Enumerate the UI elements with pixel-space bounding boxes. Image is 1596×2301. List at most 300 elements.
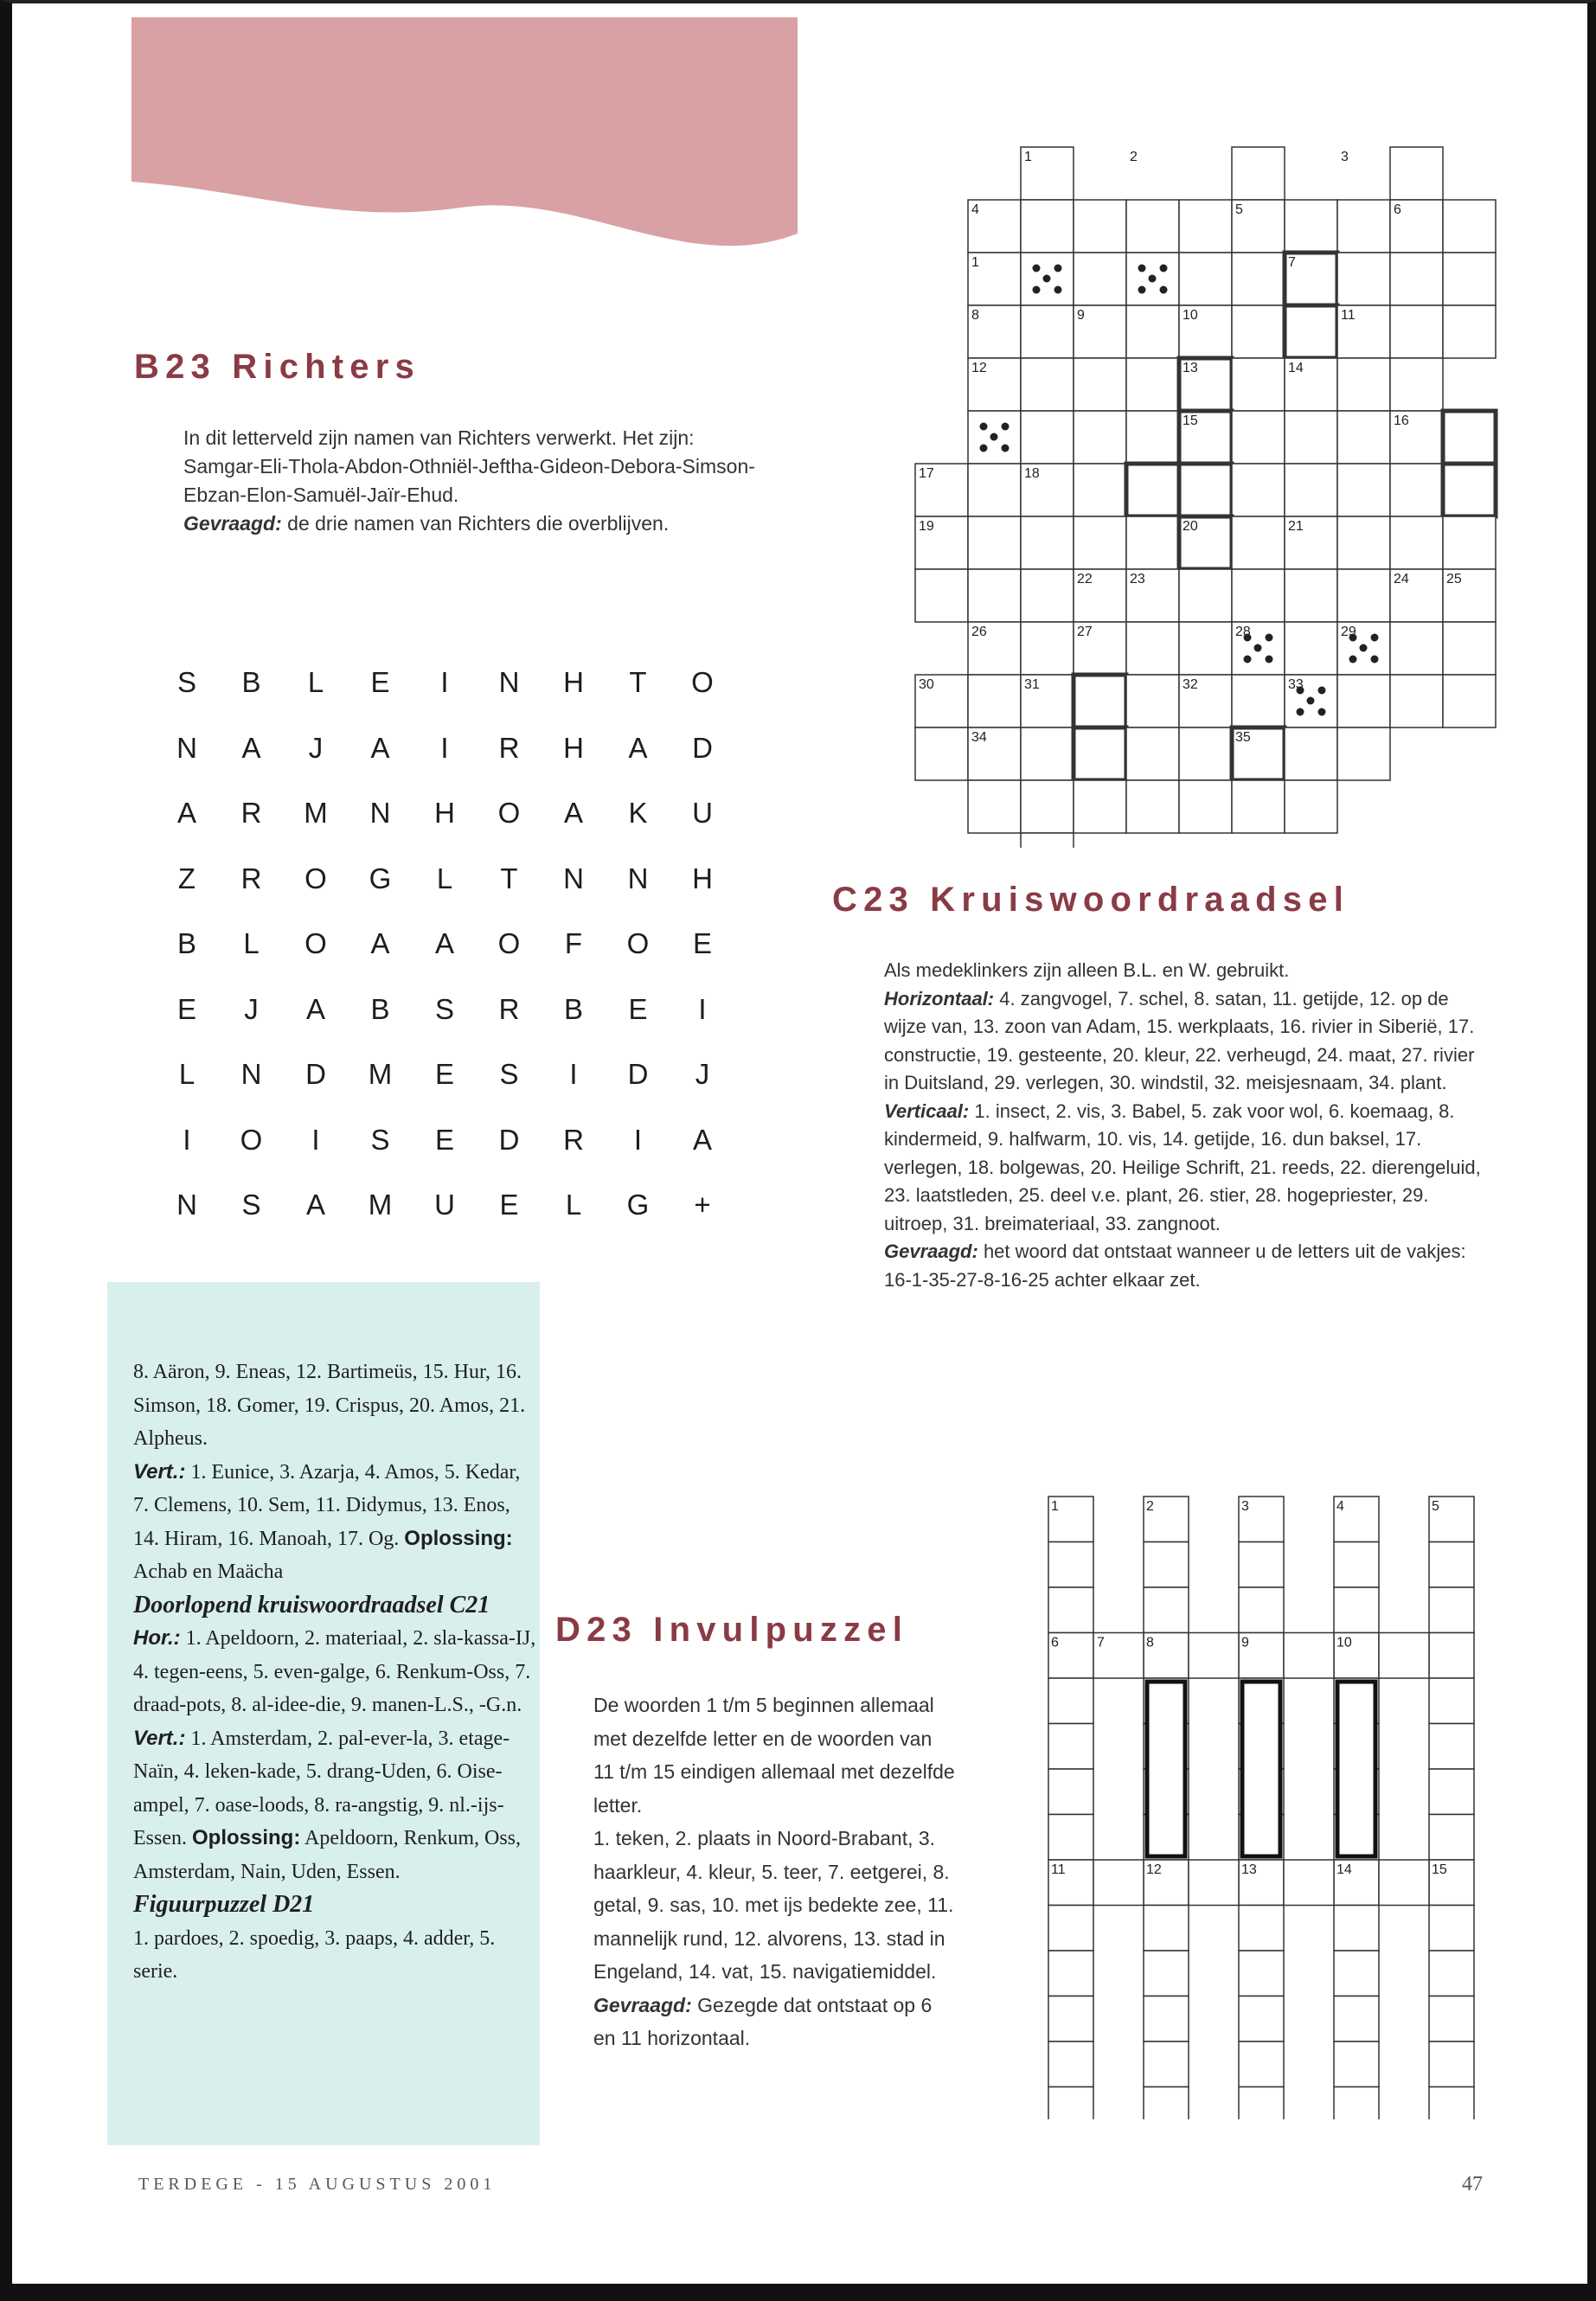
puzzle-cell [1048,1906,1093,1952]
crossword-cell [1390,147,1443,200]
grid-letter: M [368,1058,393,1090]
grid-letter: I [569,1058,578,1090]
c23-horizontaal-label: Horizontaal: [884,987,995,1009]
grid-letter: A [305,992,325,1025]
answers-sub2: Figuurpuzzel D21 [133,1891,315,1918]
answers-vert2 [133,1722,540,1889]
puzzle-cell [1429,1906,1474,1952]
dot-mark [1054,286,1062,294]
crossword-cell [1021,622,1074,675]
dot-mark [1002,423,1010,431]
puzzle-cell [1144,1906,1189,1952]
dot-mark [1254,644,1262,652]
b23-names: Samgar-Eli-Thola-Abdon-Othniël-Jeftha-Gideon-Debora-Simson-Ebzan-Elon-Samuël-Jaïr-Ehud. [183,455,755,506]
c23-gevraagd-label: Gevraagd: [884,1240,978,1262]
dot-mark [1002,445,1010,452]
crossword-cell [1179,464,1232,516]
puzzle-cell [1429,1997,1474,2042]
cell-number: 14 [1336,1862,1352,1877]
puzzle-cell [1239,1587,1284,1633]
puzzle-cell [1429,1587,1474,1633]
c23-horizontaal [884,985,1490,1098]
cell-number: 21 [1288,519,1304,534]
cell-number: 11 [1051,1862,1066,1877]
puzzle-cell [1048,1997,1093,2042]
grid-letter: S [499,1058,519,1090]
crossword-cell [1443,411,1496,464]
cell-number: 11 [1341,308,1356,323]
dot-mark [1297,708,1304,716]
grid-letter: O [304,927,327,959]
grid-letter: R [498,992,520,1025]
crossword-cell [1074,780,1126,833]
puzzle-cell [1048,1678,1093,1724]
crossword-cell [1390,622,1443,675]
crossword-cell [1390,253,1443,305]
puzzle-cell [1144,1587,1189,1633]
dot-mark [1160,286,1168,294]
grid-letter: A [692,1123,712,1156]
crossword-cell [1179,622,1232,675]
b23-intro [183,424,772,538]
crossword-cell [1126,305,1179,358]
puzzle-cell [1429,2087,1474,2120]
grid-letter: U [692,797,713,829]
cell-number: 32 [1183,677,1198,692]
dot-mark [1371,656,1379,663]
crossword-cell [1126,516,1179,569]
dot-mark [1160,265,1168,272]
crossword-cell [1232,464,1285,516]
puzzle-cell [1334,1587,1379,1633]
answers-p1: 8. Aäron, 9. Eneas, 12. Bartimeüs, 15. Hur, 16. Simson, 18. Gomer, 19. Crispus, 20. Amos, 21. Alpheus. [133,1361,526,1450]
d23-gevraagd [593,1989,957,2055]
crossword-cell [1285,305,1337,358]
c23-gevraagd-text: het woord dat ontstaat wanneer u de letters uit de vakjes: 16-1-35-27-8-16-25 achter elkaar zet. [884,1240,1466,1291]
grid-letter: O [240,1123,263,1156]
grid-letter: L [243,927,260,959]
b23-intro-line: In dit letterveld zijn namen van Richters verwerkt. Het zijn: [183,426,695,449]
crossword-cell [1074,358,1126,411]
crossword-cell [1126,464,1179,516]
puzzle-cell [1144,1542,1189,1588]
grid-letter: R [240,797,262,829]
crossword-cell [1179,569,1232,622]
answers-oplossing-text: Achab en Maächa [133,1561,284,1583]
dot-mark [1349,656,1357,663]
grid-letter: G [626,1189,650,1221]
grid-letter: L [178,1058,195,1090]
puzzle-cell [1239,1906,1284,1952]
crossword-cell [1021,516,1074,569]
puzzle-cell [1048,1815,1093,1861]
answers-vert [133,1456,540,1589]
grid-letter: Z [177,862,196,894]
footer-left: TERDEGE - 15 AUGUSTUS 2001 [138,2175,497,2194]
answers-vert2-text: 1. Amsterdam, 2. pal-ever-la, 3. etage-Naïn, 4. leken-kade, 5. drang-Uden, 6. Oise-ampel, 7. oase-loods, 8. ra-angstig, 9. nl.-ijs-Essen. [133,1727,510,1849]
c23-verticaal-text: 1. insect, 2. vis, 3. Babel, 5. zak voor wol, 6. koemaag, 8. kindermeid, 9. halfwarm, 10. vis, 14. getijde, 16. dun baksel, 17. verlegen, 18. bolgewas, 20. Heilige Schrift, 21. reeds, 22. dierengeluid, 23. laatstleden, 25. deel v.e. plant, 26. stier, 28. hogepriester, 29. uitroep, 31. breimateriaal, 33. zangnoot. [884,1099,1481,1234]
crossword-cell [968,569,1021,622]
crossword-cell [1337,569,1390,622]
grid-letter: U [434,1189,455,1221]
cell-number: 7 [1288,255,1296,270]
grid-letter: D [498,1123,520,1156]
d23-clues: 1. teken, 2. plaats in Noord-Brabant, 3. haarkleur, 4. kleur, 5. teer, 7. eetgerei, 8. getal, 9. sas, 10. met ijs bedekte zee, 11. mannelijk rund, 12. alvorens, 13. stad in Engeland, 14. vat, 15. navigatiemiddel. [593,1827,954,1983]
crossword-cell [1285,622,1337,675]
crossword-cell [1443,253,1496,305]
cell-number: 8 [971,308,979,323]
crossword-cell [1021,833,1074,848]
crossword-cell [1232,358,1285,411]
puzzle-cell [1334,1997,1379,2042]
b23-title: B23 Richters [134,348,420,386]
grid-letter: T [629,666,647,698]
grid-letter: B [241,666,261,698]
d23-intro: De woorden 1 t/m 5 beginnen allemaal met dezelfde letter en de woorden van 11 t/m 15 eindigen allemaal met dezelfde letter. [593,1694,955,1817]
grid-letter: E [370,666,390,698]
cell-number: 10 [1183,308,1198,323]
cell-number: 8 [1146,1635,1154,1650]
puzzle-cell [1429,1951,1474,1997]
dot-mark [1318,708,1326,716]
dot-mark [980,423,988,431]
c23-verticaal [884,1098,1490,1239]
grid-letter: R [498,731,520,764]
grid-letter: N [369,797,391,829]
grid-letter: N [240,1058,262,1090]
crossword-cell [1021,200,1074,253]
answers-fig: 1. pardoes, 2. spoedig, 3. paaps, 4. adder, 5. serie. [133,1926,496,1983]
cell-number: 13 [1183,361,1198,375]
b23-gevraagd-text: de drie namen van Richters die overblijven. [281,512,670,535]
dot-mark [1318,687,1326,695]
grid-letter: O [304,862,327,894]
puzzle-cell [1144,2087,1189,2120]
crossword-cell [1337,411,1390,464]
cell-number: 34 [971,730,987,745]
b23-gevraagd-label: Gevraagd: [183,512,282,535]
puzzle-cell [1334,1951,1379,1997]
crossword-cell [1285,464,1337,516]
grid-letter: I [311,1123,320,1156]
puzzle-cell [1429,1678,1474,1724]
puzzle-cell [1429,2041,1474,2087]
crossword-cell [968,464,1021,516]
dot-mark [1033,265,1041,272]
grid-letter: D [692,731,713,764]
puzzle-cell [1048,2041,1093,2087]
crossword-cell [1337,675,1390,727]
answers-oplossing-label: Oplossing: [404,1526,513,1550]
crossword-cell [1390,305,1443,358]
c23-grid [908,138,1505,848]
cell-number: 6 [1394,202,1401,217]
cell-number: 12 [1146,1862,1162,1877]
grid-letter: + [694,1189,711,1221]
answers-text [133,1356,540,1989]
crossword-cell [915,727,968,780]
dot-mark [1244,656,1252,663]
crossword-cell [1179,200,1232,253]
dot-mark [1371,634,1379,642]
grid-letter: L [565,1189,582,1221]
d23-gevraagd-label: Gevraagd: [593,1993,692,2016]
cell-number: 15 [1432,1862,1447,1877]
grid-letter: A [628,731,648,764]
answers-vert-label: Vert.: [133,1459,186,1484]
answers-panel [107,1282,540,2145]
crossword-cell [1337,516,1390,569]
crossword-cell [1179,780,1232,833]
crossword-cell [1074,727,1126,780]
dot-mark [1054,265,1062,272]
grid-letter: O [626,927,650,959]
crossword-cell [1232,147,1285,200]
crossword-cell [1126,780,1179,833]
dot-mark [1138,286,1146,294]
grid-letter: S [434,992,454,1025]
d23-text [593,1689,957,2055]
grid-letter: R [240,862,262,894]
grid-letter: E [434,1123,454,1156]
black-bar [1242,1682,1280,1856]
crossword-cell [1232,675,1285,727]
crossword-cell [1390,358,1443,411]
grid-letter: A [370,927,390,959]
puzzle-cell [1048,1724,1093,1770]
c23-horizontaal-text: 4. zangvogel, 7. schel, 8. satan, 11. getijde, 12. op de wijze van, 13. zoon van Adam, 15. werkplaats, 16. rivier in Siberië, 17. constructie, 19. gesteente, 20. kleur, 22. verheugd, 24. maat, 27. rivier in Duitsland, 29. verlegen, 30. windstil, 32. meisjesnaam, 34. plant. [884,987,1475,1093]
crossword-cell [1074,411,1126,464]
puzzle-cell [1429,1815,1474,1861]
answers-vert2-label: Vert.: [133,1726,186,1750]
grid-letter: B [370,992,390,1025]
cell-number: 31 [1024,677,1040,692]
grid-letter: E [176,992,196,1025]
crossword-cell [1443,200,1496,253]
puzzle-cell [1048,1542,1093,1588]
cell-number: 26 [971,625,987,639]
crossword-cell [1021,727,1074,780]
dot-mark [980,445,988,452]
grid-letter: B [563,992,583,1025]
d23-gevraagd-text: Gezegde dat ontstaat op 6 en 11 horizontaal. [593,1993,933,2049]
cell-number: 19 [919,519,934,534]
puzzle-cell [1189,1860,1239,1906]
cell-number: 3 [1241,1499,1249,1514]
crossword-cell [1285,727,1337,780]
answers-hor-label: Hor.: [133,1626,181,1650]
grid-letter: E [692,927,712,959]
grid-letter: N [176,731,197,764]
puzzle-cell [1189,1633,1239,1679]
grid-letter: J [695,1058,710,1090]
crossword-cell [1443,516,1496,569]
puzzle-cell [1144,1997,1189,2042]
crossword-cell [1126,200,1179,253]
grid-letter: D [305,1058,326,1090]
answers-oplossing2-text: Apeldoorn, Renkum, Oss, Amsterdam, Nain, Uden, Essen. [133,1827,522,1883]
grid-letter: M [368,1189,393,1221]
cell-number: 16 [1394,413,1409,428]
grid-letter: G [369,862,392,894]
puzzle-cell [1429,1633,1474,1679]
puzzle-cell [1334,2041,1379,2087]
cell-number: 12 [971,361,987,375]
puzzle-cell [1144,2041,1189,2087]
grid-letter: M [304,797,328,829]
grid-letter: S [241,1189,261,1221]
cell-number: 24 [1394,572,1409,586]
grid-letter: A [305,1189,325,1221]
grid-letter: D [627,1058,649,1090]
puzzle-cell [1239,1542,1284,1588]
grid-letter: J [308,731,324,764]
crossword-cell [915,569,968,622]
crossword-cell [1443,675,1496,727]
puzzle-cell [1379,1860,1429,1906]
dot-mark [1043,275,1051,283]
cell-number: 28 [1235,625,1251,639]
crossword-cell [1126,411,1179,464]
cell-number: 4 [971,202,979,217]
puzzle-cell [1334,1542,1379,1588]
cell-number: 22 [1077,572,1093,586]
grid-letter: O [497,797,521,829]
crossword-cell [968,780,1021,833]
puzzle-cell [1048,2087,1093,2120]
cell-number: 6 [1051,1635,1059,1650]
dot-mark [1138,265,1146,272]
puzzle-cell [1284,1860,1334,1906]
dot-mark [1266,656,1273,663]
cell-number: 3 [1341,150,1349,164]
grid-letter: R [563,1123,584,1156]
cell-number: 10 [1336,1635,1352,1650]
grid-letter: H [692,862,713,894]
grid-letter: N [627,862,649,894]
crossword-cell [1390,516,1443,569]
cell-number: 9 [1077,308,1085,323]
puzzle-cell [1379,1633,1429,1679]
cell-number: 35 [1235,730,1251,745]
cell-number: 20 [1183,519,1198,534]
dot-mark [1307,697,1315,705]
crossword-cell [1337,253,1390,305]
c23-text [884,957,1490,1294]
dot-mark [1033,286,1041,294]
grid-letter: A [563,797,583,829]
cell-number: 18 [1024,466,1040,481]
puzzle-cell [1239,1997,1284,2042]
crossword-cell [1337,464,1390,516]
c23-gevraagd [884,1238,1490,1294]
grid-letter: T [500,862,518,894]
crossword-cell [1232,305,1285,358]
black-bar [1337,1682,1375,1856]
crossword-cell [1179,727,1232,780]
grid-letter: L [307,666,324,698]
grid-letter: I [698,992,707,1025]
grid-letter: A [370,731,390,764]
crossword-cell [1443,622,1496,675]
c23-intro: Als medeklinkers zijn alleen B.L. en W. gebruikt. [884,959,1290,981]
crossword-cell [1337,358,1390,411]
cell-number: 25 [1446,572,1462,586]
crossword-cell [1021,780,1074,833]
dot-mark [1360,644,1368,652]
cell-number: 4 [1336,1499,1344,1514]
puzzle-cell [1429,1542,1474,1588]
puzzle-cell [1239,2041,1284,2087]
crossword-cell [1179,253,1232,305]
crossword-cell [1074,464,1126,516]
page-number: 47 [1462,2173,1483,2195]
puzzle-cell [1093,1860,1144,1906]
crossword-cell [1126,622,1179,675]
black-bar [1147,1682,1185,1856]
cell-number: 30 [919,677,934,692]
crossword-cell [1021,569,1074,622]
c23-title: C23 Kruiswoordraadsel [832,881,1350,919]
crossword-cell [1021,305,1074,358]
crossword-cell [1126,675,1179,727]
puzzle-cell [1284,1633,1334,1679]
cell-number: 1 [1024,150,1032,164]
puzzle-cell [1048,1769,1093,1815]
cell-number: 2 [1146,1499,1154,1514]
b23-gevraagd [183,510,772,538]
crossword-cell [1285,569,1337,622]
crossword-cell [1390,464,1443,516]
cell-number: 27 [1077,625,1093,639]
answers-vert-text: 1. Eunice, 3. Azarja, 4. Amos, 5. Kedar, 7. Clemens, 10. Sem, 11. Didymus, 13. Enos, 14. Hiram, 16. Manoah, 17. Og. [133,1460,521,1550]
grid-letter: I [633,1123,643,1156]
answers-hor [133,1622,540,1722]
crossword-cell [1074,200,1126,253]
grid-letter: N [498,666,520,698]
cell-number: 9 [1241,1635,1249,1650]
grid-letter: J [244,992,259,1025]
grid-letter: K [628,797,648,829]
cell-number: 13 [1241,1862,1257,1877]
cell-number: 7 [1097,1635,1105,1650]
answers-hor-text: 1. Apeldoorn, 2. materiaal, 2. sla-kassa-IJ, 4. tegen-eens, 5. even-galge, 6. Renkum-Oss, 7. draad-pots, 8. al-idee-die, 9. manen-L.S., -G.n. [133,1627,536,1716]
puzzle-cell [1334,2087,1379,2120]
crossword-cell [1126,358,1179,411]
crossword-cell [1021,358,1074,411]
crossword-cell [1021,411,1074,464]
crossword-cell [1074,675,1126,727]
grid-letter: O [497,927,521,959]
crossword-cell [1285,200,1337,253]
puzzle-cell [1429,1769,1474,1815]
crossword-cell [1232,411,1285,464]
puzzle-cell [1239,1951,1284,1997]
cell-number: 29 [1341,625,1356,639]
grid-letter: E [434,1058,454,1090]
grid-letter: O [691,666,714,698]
grid-letter: A [176,797,196,829]
crossword-cell [1126,727,1179,780]
answers-sub1: Doorlopend kruiswoordraadsel C21 [133,1591,490,1618]
cell-number: 14 [1288,361,1304,375]
crossword-cell [1232,516,1285,569]
grid-letter: H [563,666,584,698]
c23-verticaal-label: Verticaal: [884,1099,970,1122]
cell-number: 2 [1130,150,1138,164]
d23-title: D23 Invulpuzzel [555,1611,909,1649]
crossword-cell [1074,253,1126,305]
